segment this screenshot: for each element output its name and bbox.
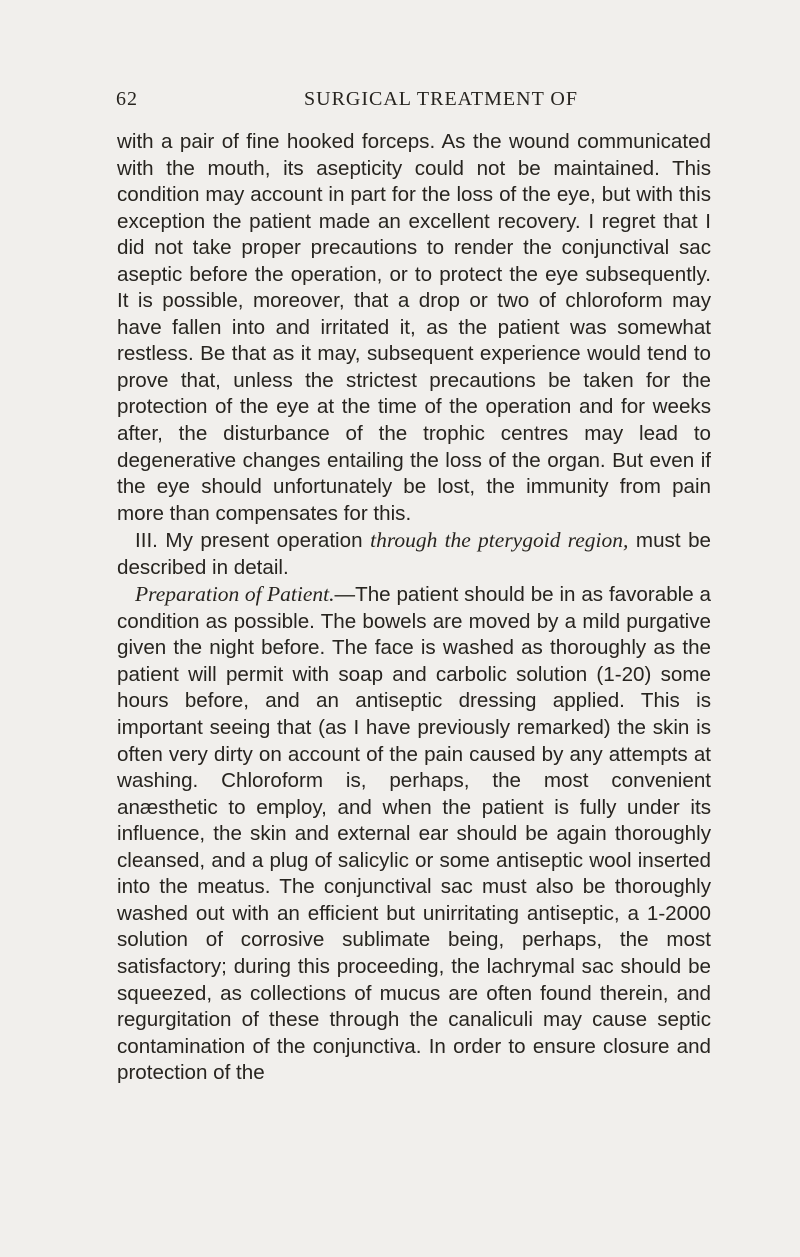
paragraph-preparation-text: —The patient should be in as favorable a condition as possible. The bowels are moved by a mild purgative given the night before. The face is washed as thoroughly as the patient will permit with soap and carbolic solution (1-20) some hours before, and an antiseptic dressing applied. This is important seeing that (as I have previously remarked) the skin is often very dirty on account of the pain caused by any attempts at washing. Chloroform is, perhaps, the most convenient anæsthetic to employ, and when the patient is fully under its influence, the skin and external ear should be again thoroughly cleansed, and a plug of salicylic or some antiseptic wool inserted into the meatus. The conjunctival sac must also be thoroughly washed out with an efficient but unirritating antiseptic, a 1-2000 solution of corrosive sublimate being, perhaps, the most satisfactory; during this proceeding, the lachrymal sac should be squeezed, as collections of mucus are often found therein, and regurgitation of these through the canaliculi may cause septic contamination of the conjunctiva. In order to ensure closure and protection of the (117, 583, 711, 1085)
page-number: 62 (116, 88, 138, 110)
body-text (117, 129, 711, 1087)
paragraph-lead-text: III. My present operation (135, 529, 371, 553)
paragraph-operation-intro (117, 527, 711, 581)
section-heading-italic: Preparation of Patient. (135, 582, 335, 607)
paragraph-continuation: with a pair of fine hooked forceps. As the wound communicated with the mouth, its asepticity could not be maintained. This condition may account in part for the loss of the eye, but with this exception the patient made an excellent recovery. I regret that I did not take proper precautions to render the conjunctival sac aseptic before the operation, or to protect the eye subsequently. It is possible, moreover, that a drop or two of chloroform may have fallen into and irritated it, as the patient was somewhat restless. Be that as it may, subsequent experience would tend to prove that, unless the strictest precautions be taken for the protection of the eye at the time of the operation and for weeks after, the disturbance of the trophic centres may lead to degenerative changes entailing the loss of the organ. But even if the eye should unfortunately be lost, the immunity from pain more than compensates for this. (117, 130, 711, 525)
paragraph-trailing-text: must be described in detail. (117, 529, 712, 579)
running-head (116, 86, 716, 116)
italic-phrase: through the pterygoid region, (370, 528, 629, 553)
paragraph-preparation (117, 581, 711, 1086)
running-title: SURGICAL TREATMENT OF (304, 88, 578, 110)
